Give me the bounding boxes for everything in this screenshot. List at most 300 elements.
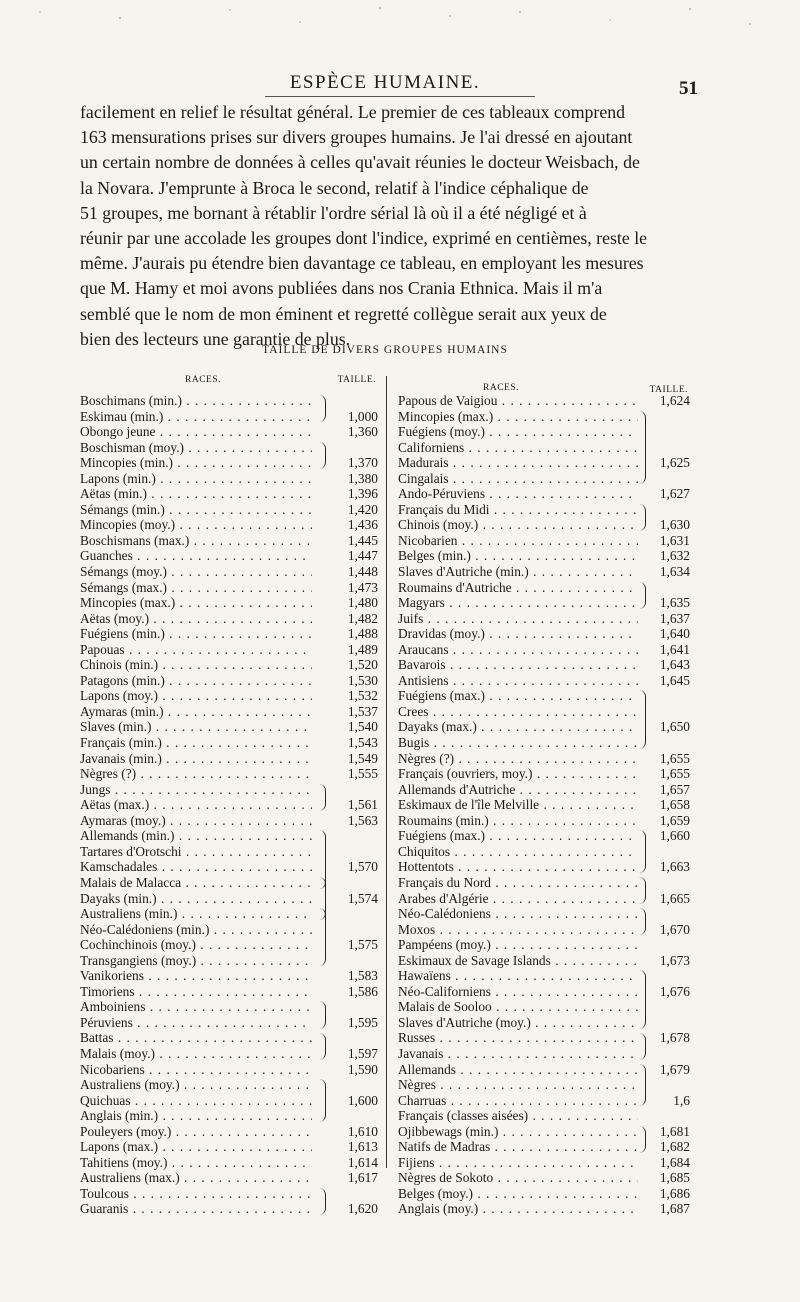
- table-row: [398, 704, 690, 720]
- race-name: Sémangs (max.) . . .: [80, 580, 312, 596]
- race-name: Bugis . . .: [398, 735, 638, 751]
- race-name: Eskimaux de Savage Islands . . .: [398, 953, 638, 969]
- table-row: [80, 471, 378, 487]
- table-row: [80, 517, 378, 533]
- race-name: Antisiens . . .: [398, 673, 638, 689]
- table-row: [80, 751, 378, 767]
- height-value: 1,590: [347, 1061, 378, 1077]
- table-row: [398, 999, 690, 1015]
- table-row: [80, 875, 378, 891]
- table-row: [398, 564, 690, 580]
- paragraph-line: 163 mensurations prises sur divers groupes humains. Je l'ai dressé en ajoutant: [80, 127, 633, 148]
- race-name: Fuégiens (moy.) . . .: [398, 424, 638, 440]
- race-name: Bavarois . . .: [398, 657, 638, 673]
- race-name: Lapons (max.) . . .: [80, 1139, 312, 1155]
- height-value: 1,681: [659, 1123, 690, 1139]
- race-name: Chinois (min.) . . .: [80, 657, 312, 673]
- race-name: Tahitiens (moy.) . . .: [80, 1155, 312, 1171]
- height-value: 1,643: [659, 657, 690, 673]
- table-row: [80, 440, 378, 456]
- paragraph-line: bien des lecteurs une garantie de plus.: [80, 328, 351, 349]
- race-name: Jungs . . .: [80, 782, 312, 798]
- table-row: [80, 1201, 378, 1217]
- race-name: Australiens (max.) . . .: [80, 1170, 312, 1186]
- table-row: [80, 953, 378, 969]
- group-brace: [319, 1188, 326, 1215]
- race-name: Cochinchinois (moy.) . . .: [80, 937, 312, 953]
- race-name: Français du Nord . . .: [398, 875, 638, 891]
- height-value: 1,679: [659, 1061, 690, 1077]
- height-value: 1,635: [659, 595, 690, 611]
- table-row: [398, 875, 690, 891]
- table-row: [80, 1093, 378, 1109]
- group-brace: [639, 690, 646, 748]
- table-row: [398, 891, 690, 907]
- height-value: 1,625: [659, 455, 690, 471]
- group-brace: [639, 1064, 646, 1107]
- race-name: Slaves d'Autriche (moy.) . . .: [398, 1015, 638, 1031]
- table-row: [398, 844, 690, 860]
- paragraph-line: réunir par une accolade les groupes dont l'indice, exprimé en centièmes, reste le: [80, 227, 648, 248]
- table-row: [80, 704, 378, 720]
- race-name: Français du Midi . . .: [398, 502, 638, 518]
- table-title: TAILLE DE DIVERS GROUPES HUMAINS: [262, 344, 508, 356]
- table-row: [398, 1139, 690, 1155]
- page-number: 51: [679, 78, 698, 99]
- table-row: [398, 813, 690, 829]
- height-value: 1,682: [659, 1139, 690, 1155]
- height-value: 1,489: [347, 641, 378, 657]
- table-row: [398, 1077, 690, 1093]
- table-row: [80, 1170, 378, 1186]
- table-row: [80, 657, 378, 673]
- height-value: 1,686: [659, 1185, 690, 1201]
- paragraph-line: semblé que le nom de mon éminent et regretté collègue serait aux yeux de: [80, 303, 607, 324]
- height-value: 1,396: [347, 486, 378, 502]
- group-brace: [639, 1126, 646, 1153]
- table-row: [80, 968, 378, 984]
- table-row: [80, 922, 378, 938]
- height-value: 1,543: [347, 735, 378, 751]
- race-name: Sémangs (min.) . . .: [80, 502, 312, 518]
- table-row: [398, 766, 690, 782]
- left-rows: [80, 393, 378, 1217]
- race-name: Aymaras (min.) . . .: [80, 704, 312, 720]
- race-name: Allemands . . .: [398, 1062, 638, 1078]
- table-row: [398, 533, 690, 549]
- table-row: [398, 797, 690, 813]
- race-name: Crees . . .: [398, 704, 638, 720]
- height-value: 1,370: [347, 455, 378, 471]
- race-name: Boschismans (max.) . . .: [80, 533, 312, 549]
- race-name: Californiens . . .: [398, 440, 638, 456]
- table-row: [80, 642, 378, 658]
- table-row: [80, 1062, 378, 1078]
- race-name: Madurais . . .: [398, 455, 638, 471]
- table-row: [398, 828, 690, 844]
- table-row: [80, 984, 378, 1000]
- race-name: Nègres . . .: [398, 1077, 638, 1093]
- table-row: [80, 782, 378, 798]
- height-value: 1,436: [347, 517, 378, 533]
- race-name: Malais de Sooloo . . .: [398, 999, 638, 1015]
- group-brace: [639, 1033, 646, 1060]
- table-row: [398, 1046, 690, 1062]
- race-name: Ando-Péruviens . . .: [398, 486, 638, 502]
- height-value: 1,597: [347, 1045, 378, 1061]
- group-brace: [639, 411, 646, 485]
- race-name: Pouleyers (moy.) . . .: [80, 1124, 312, 1140]
- race-name: Nègres de Sokoto . . .: [398, 1170, 638, 1186]
- table-row: [398, 906, 690, 922]
- table-row: [80, 1046, 378, 1062]
- group-brace: [319, 784, 326, 811]
- height-value: 1,480: [347, 595, 378, 611]
- group-brace: [639, 877, 646, 904]
- height-value: 1,657: [659, 781, 690, 797]
- table-row: [80, 1124, 378, 1140]
- table-row: [398, 424, 690, 440]
- race-name: Nicobariens . . .: [80, 1062, 312, 1078]
- height-value: 1,630: [659, 517, 690, 533]
- table-row: [398, 502, 690, 518]
- race-name: Tartares d'Orotschi . . .: [80, 844, 312, 860]
- race-name: Eskimau (min.) . . .: [80, 409, 312, 425]
- race-name: Nègres (?) . . .: [80, 766, 312, 782]
- paragraph-line: facilement en relief le résultat général. Le premier de ces tableaux comprend: [80, 102, 626, 122]
- table-row: [80, 1077, 378, 1093]
- height-value: 1,663: [659, 859, 690, 875]
- table-row: [398, 409, 690, 425]
- race-name: Lapons (moy.) . . .: [80, 688, 312, 704]
- race-name: Papous de Vaigiou . . .: [398, 393, 638, 409]
- race-name: Kamschadales . . .: [80, 859, 312, 875]
- table-row: [80, 766, 378, 782]
- table-row: [80, 1030, 378, 1046]
- table-row: [80, 502, 378, 518]
- table-row: [398, 922, 690, 938]
- race-name: Lapons (min.) . . .: [80, 471, 312, 487]
- table-row: [80, 486, 378, 502]
- table-row: [398, 548, 690, 564]
- height-value: 1,641: [659, 641, 690, 657]
- table-row: [398, 688, 690, 704]
- race-name: Malais de Malacca . . .: [80, 875, 312, 891]
- height-value: 1,687: [659, 1201, 690, 1217]
- table-row: [80, 1015, 378, 1031]
- race-name: Guanches . . .: [80, 548, 312, 564]
- table-row: [80, 813, 378, 829]
- running-header: [80, 66, 698, 99]
- height-value: 1,659: [659, 812, 690, 828]
- group-brace: [319, 442, 326, 469]
- race-name: Anglais (moy.) . . .: [398, 1201, 638, 1217]
- race-name: Hawaïens . . .: [398, 968, 638, 984]
- table-row: [398, 517, 690, 533]
- race-name: Australiens (min.) . . .: [80, 906, 312, 922]
- table-row: [398, 1093, 690, 1109]
- table-left-column: [80, 375, 378, 1217]
- table-row: [398, 1124, 690, 1140]
- table-row: [80, 533, 378, 549]
- height-value: 1,561: [347, 797, 378, 813]
- race-name: Allemands d'Autriche . . .: [398, 782, 638, 798]
- height-value: 1,482: [347, 610, 378, 626]
- table-row: [398, 1155, 690, 1171]
- race-name: Belges (min.) . . .: [398, 548, 638, 564]
- race-name: Russes . . .: [398, 1030, 638, 1046]
- height-value: 1,631: [659, 532, 690, 548]
- race-name: Fuégiens (max.) . . .: [398, 828, 638, 844]
- race-name: Français (min.) . . .: [80, 735, 312, 751]
- race-name: Malais (moy.) . . .: [80, 1046, 312, 1062]
- height-value: 1,640: [659, 626, 690, 642]
- height-value: 1,520: [347, 657, 378, 673]
- table-row: [80, 673, 378, 689]
- table-row: [80, 859, 378, 875]
- race-name: Slaves d'Autriche (min.) . . .: [398, 564, 638, 580]
- paragraph-line: 51 groupes, me bornant à rétablir l'ordre sérial là où il a été négligé et à: [80, 202, 587, 223]
- table-row: [80, 937, 378, 953]
- table-row: [398, 657, 690, 673]
- height-value: 1,445: [347, 532, 378, 548]
- height-value: 1,610: [347, 1123, 378, 1139]
- table-row: [80, 891, 378, 907]
- race-name: Vanikoriens . . .: [80, 968, 312, 984]
- height-value: 1,620: [347, 1201, 378, 1217]
- race-name: Nègres (?) . . .: [398, 751, 638, 767]
- race-name: Toulcous . . .: [80, 1186, 312, 1202]
- column-divider: [386, 376, 387, 1168]
- race-name: Roumains d'Autriche . . .: [398, 580, 638, 596]
- race-name: Araucans . . .: [398, 642, 638, 658]
- height-value: 1,570: [347, 859, 378, 875]
- race-name: Chinois (moy.) . . .: [398, 517, 638, 533]
- height-value: 1,563: [347, 812, 378, 828]
- race-name: Roumains (min.) . . .: [398, 813, 638, 829]
- race-name: Obongo jeune . . .: [80, 424, 312, 440]
- race-name: Néo-Calédoniens (min.) . . .: [80, 922, 312, 938]
- right-rows: [398, 393, 690, 1217]
- race-name: Juifs . . .: [398, 611, 638, 627]
- group-brace: [639, 582, 646, 609]
- race-name: Quichuas . . .: [80, 1093, 312, 1109]
- taille-header: TAILLE.: [649, 385, 688, 395]
- race-name: Français (ouvriers, moy.) . . .: [398, 766, 638, 782]
- race-name: Battas . . .: [80, 1030, 312, 1046]
- table-row: [398, 455, 690, 471]
- race-name: Dayaks (min.) . . .: [80, 891, 312, 907]
- height-value: 1,684: [659, 1154, 690, 1170]
- table-row: [80, 564, 378, 580]
- table-row: [80, 688, 378, 704]
- race-name: Dravidas (moy.) . . .: [398, 626, 638, 642]
- race-name: Nicobarien . . .: [398, 533, 638, 549]
- height-value: 1,655: [659, 750, 690, 766]
- table-row: [398, 1015, 690, 1031]
- height-value: 1,586: [347, 983, 378, 999]
- height-value: 1,549: [347, 750, 378, 766]
- body-paragraph: [80, 100, 690, 352]
- race-name: Timoriens . . .: [80, 984, 312, 1000]
- race-name: Néo-Calédoniens . . .: [398, 906, 638, 922]
- race-name: Mincopies (moy.) . . .: [80, 517, 312, 533]
- height-value: 1,595: [347, 1014, 378, 1030]
- race-name: Mincopies (max.) . . .: [80, 595, 312, 611]
- race-name: Australiens (moy.) . . .: [80, 1077, 312, 1093]
- height-value: 1,420: [347, 501, 378, 517]
- race-name: Fijiens . . .: [398, 1155, 638, 1171]
- table-right-column: [398, 375, 690, 1217]
- height-value: 1,380: [347, 470, 378, 486]
- table-row: [80, 455, 378, 471]
- height-value: 1,627: [659, 486, 690, 502]
- height-value: 1,360: [347, 424, 378, 440]
- height-value: 1,532: [347, 688, 378, 704]
- height-value: 1,614: [347, 1154, 378, 1170]
- table-row: [80, 424, 378, 440]
- group-brace: [319, 908, 326, 966]
- race-name: Allemands (min.) . . .: [80, 828, 312, 844]
- table-row: [80, 828, 378, 844]
- table-row: [398, 968, 690, 984]
- race-name: Guaranis . . .: [80, 1201, 312, 1217]
- left-column-header: [80, 375, 378, 393]
- race-name: Aëtas (max.) . . .: [80, 797, 312, 813]
- table-row: [80, 719, 378, 735]
- race-name: Boschisman (moy.) . . .: [80, 440, 312, 456]
- height-value: 1,540: [347, 719, 378, 735]
- table-row: [398, 984, 690, 1000]
- table-row: [398, 626, 690, 642]
- table-row: [80, 393, 378, 409]
- table-row: [80, 409, 378, 425]
- right-column-header: [398, 375, 690, 393]
- table-row: [80, 548, 378, 564]
- races-header: RACES.: [483, 383, 519, 393]
- race-name: Fuégiens (max.) . . .: [398, 688, 638, 704]
- table-row: [80, 797, 378, 813]
- race-name: Charruas . . .: [398, 1093, 638, 1109]
- race-name: Transgangiens (moy.) . . .: [80, 953, 312, 969]
- height-value: 1,574: [347, 890, 378, 906]
- table-row: [398, 719, 690, 735]
- height-value: 1,650: [659, 719, 690, 735]
- race-name: Javanais . . .: [398, 1046, 638, 1062]
- race-name: Péruviens . . .: [80, 1015, 312, 1031]
- height-value: 1,613: [347, 1139, 378, 1155]
- table-row: [398, 1030, 690, 1046]
- race-name: Pampéens (moy.) . . .: [398, 937, 638, 953]
- group-brace: [639, 504, 646, 531]
- height-value: 1,658: [659, 797, 690, 813]
- height-value: 1,660: [659, 828, 690, 844]
- table-row: [80, 595, 378, 611]
- height-value: 1,000: [347, 408, 378, 424]
- table-row: [398, 393, 690, 409]
- height-value: 1,448: [347, 564, 378, 580]
- race-name: Dayaks (max.) . . .: [398, 719, 638, 735]
- race-name: Sémangs (moy.) . . .: [80, 564, 312, 580]
- table-row: [398, 471, 690, 487]
- race-name: Patagons (min.) . . .: [80, 673, 312, 689]
- race-name: Belges (moy.) . . .: [398, 1186, 638, 1202]
- taille-header: TAILLE.: [337, 375, 376, 385]
- table-row: [398, 486, 690, 502]
- table-row: [398, 859, 690, 875]
- height-value: 1,473: [347, 579, 378, 595]
- height-value: 1,447: [347, 548, 378, 564]
- height-value: 1,645: [659, 672, 690, 688]
- table-row: [398, 580, 690, 596]
- table-row: [398, 440, 690, 456]
- height-value: 1,555: [347, 766, 378, 782]
- height-value: 1,655: [659, 766, 690, 782]
- height-value: 1,575: [347, 937, 378, 953]
- race-name: Français (classes aisées) . . .: [398, 1108, 638, 1124]
- race-name: Amboiniens . . .: [80, 999, 312, 1015]
- table-row: [398, 611, 690, 627]
- race-name: Anglais (min.) . . .: [80, 1108, 312, 1124]
- table-row: [398, 1108, 690, 1124]
- height-value: 1,665: [659, 890, 690, 906]
- race-name: Moxos . . .: [398, 922, 638, 938]
- height-value: 1,617: [347, 1170, 378, 1186]
- height-value: 1,678: [659, 1030, 690, 1046]
- table-row: [398, 1170, 690, 1186]
- race-name: Magyars . . .: [398, 595, 638, 611]
- table-row: [80, 735, 378, 751]
- height-value: 1,624: [659, 393, 690, 408]
- height-value: 1,637: [659, 610, 690, 626]
- table-row: [398, 1062, 690, 1078]
- race-name: Aëtas (min.) . . .: [80, 486, 312, 502]
- table-row: [80, 1108, 378, 1124]
- group-brace: [639, 970, 646, 1028]
- race-name: Aëtas (moy.) . . .: [80, 611, 312, 627]
- table-row: [80, 611, 378, 627]
- group-brace: [319, 1033, 326, 1060]
- height-value: 1,537: [347, 703, 378, 719]
- race-name: Papouas . . .: [80, 642, 312, 658]
- table-row: [80, 844, 378, 860]
- race-name: Boschimans (min.) . . .: [80, 393, 312, 409]
- races-header: RACES.: [185, 375, 221, 385]
- group-brace: [319, 1079, 326, 1122]
- height-value: 1,530: [347, 672, 378, 688]
- table-row: [398, 782, 690, 798]
- height-value: 1,676: [659, 983, 690, 999]
- height-value: 1,670: [659, 921, 690, 937]
- table-row: [80, 1186, 378, 1202]
- table-row: [398, 673, 690, 689]
- race-name: Fuégiens (min.) . . .: [80, 626, 312, 642]
- race-name: Néo-Californiens . . .: [398, 984, 638, 1000]
- height-value: 1,673: [659, 952, 690, 968]
- height-value: 1,634: [659, 564, 690, 580]
- paragraph-line: un certain nombre de données à celles qu'avait réunies le docteur Weisbach, de: [80, 152, 640, 173]
- height-value: 1,6: [673, 1092, 690, 1108]
- race-name: Mincopies (min.) . . .: [80, 455, 312, 471]
- race-name: Hottentots . . .: [398, 859, 638, 875]
- running-title: ESPÈCE HUMAINE.: [289, 72, 481, 93]
- group-brace: [639, 908, 646, 935]
- header-rule: [265, 96, 535, 97]
- table-row: [80, 1139, 378, 1155]
- height-value: 1,685: [659, 1170, 690, 1186]
- paragraph-line: la Novara. J'emprunte à Broca le second, relatif à l'indice céphalique de: [80, 177, 589, 198]
- scan-noise-top: [0, 0, 800, 40]
